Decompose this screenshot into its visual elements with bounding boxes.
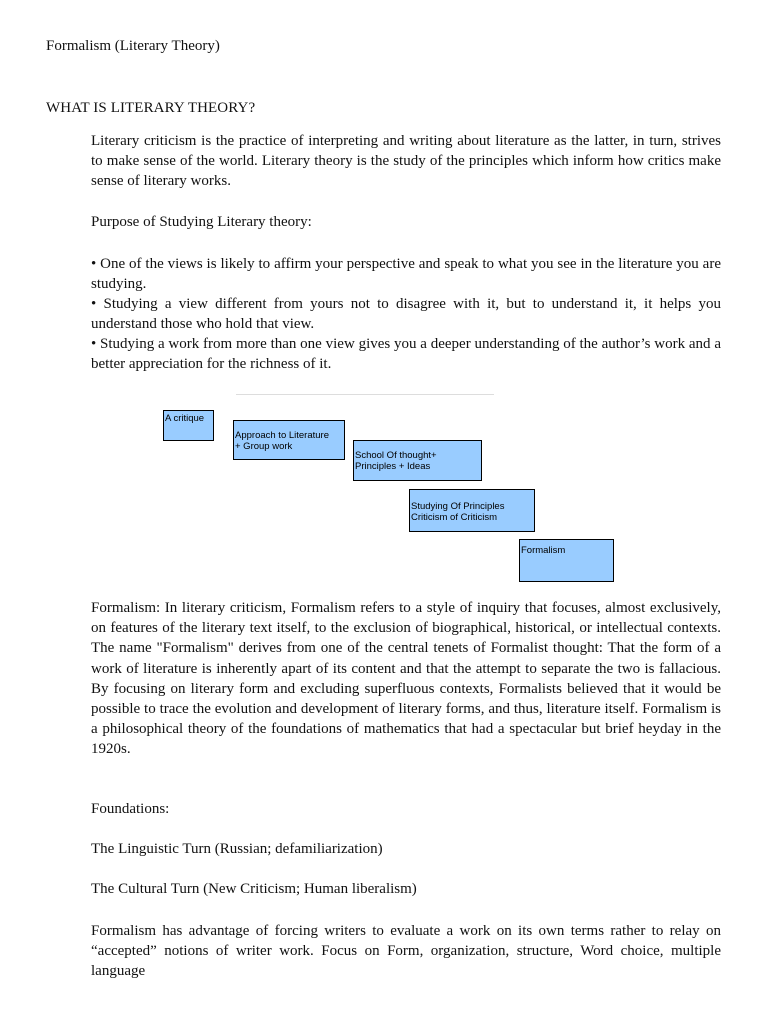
purpose-heading: Purpose of Studying Literary theory: (91, 214, 312, 230)
bullet-item: • Studying a work from more than one view gives you a deeper understanding of the author’s work and a better appreciation for the richness of it. (91, 336, 721, 373)
diagram-box-school (353, 440, 482, 481)
diagram-box-approach (233, 420, 345, 460)
diagram-box-label: Approach to Literature (235, 430, 330, 441)
foundations-heading: Foundations: (91, 801, 170, 817)
bullet-item: • One of the views is likely to affirm your perspective and speak to what you see in the literature you are studying. (91, 256, 721, 293)
foundation-item: The Cultural Turn (New Criticism; Human liberalism) (91, 881, 417, 897)
foundation-item: The Linguistic Turn (Russian; defamiliarization) (91, 841, 383, 857)
closing-paragraph: Formalism has advantage of forcing writers to evaluate a work on its own terms rather to relay on “accepted” notions of writer work. Focus on Form, organization, structure, Word choice, multiple language (91, 923, 721, 980)
intro-paragraph: Literary criticism is the practice of interpreting and writing about literature as the latter, in turn, strives to make sense of the world. Literary theory is the study of the principles which inform how critics make sense of literary works. (91, 133, 721, 190)
diagram-box-critique (163, 410, 214, 441)
diagram-divider (236, 394, 494, 395)
bullet-item: • Studying a view different from yours not to disagree with it, but to understand it, it helps you understand those who hold that view. (91, 296, 721, 333)
diagram-box-studying (409, 489, 535, 532)
diagram-box-label: Principles + Ideas (355, 461, 431, 472)
diagram-box-label: A critique (165, 413, 205, 424)
section-heading: WHAT IS LITERARY THEORY? (46, 100, 256, 116)
diagram-box-label: Studying Of Principles (411, 501, 505, 512)
document-title: Formalism (Literary Theory) (46, 38, 220, 54)
diagram-box-label: + Group work (235, 441, 293, 452)
diagram-box-formalism (519, 539, 614, 582)
formalism-paragraph: Formalism: In literary criticism, Formalism refers to a style of inquiry that focuses, almost exclusively, on features of the literary text itself, to the exclusion of biographical, historical, or intellectual contexts. The name "Formalism" derives from one of the central tenets of Formalist thought: That the form of a work of literature is inherently apart of its content and that the attempt to separate the two is fallacious. By focusing on literary form and excluding superfluous contexts, Formalists believed that it would be possible to trace the evolution and development of literary forms, and thus, literature itself. Formalism is a philosophical theory of the foundations of mathematics that had a spectacular but brief heyday in the 1920s. (91, 600, 721, 758)
diagram-box-label: Criticism of Criticism (411, 512, 498, 523)
diagram-box-label: School Of thought+ (355, 450, 437, 461)
diagram-box-label: Formalism (521, 545, 566, 556)
